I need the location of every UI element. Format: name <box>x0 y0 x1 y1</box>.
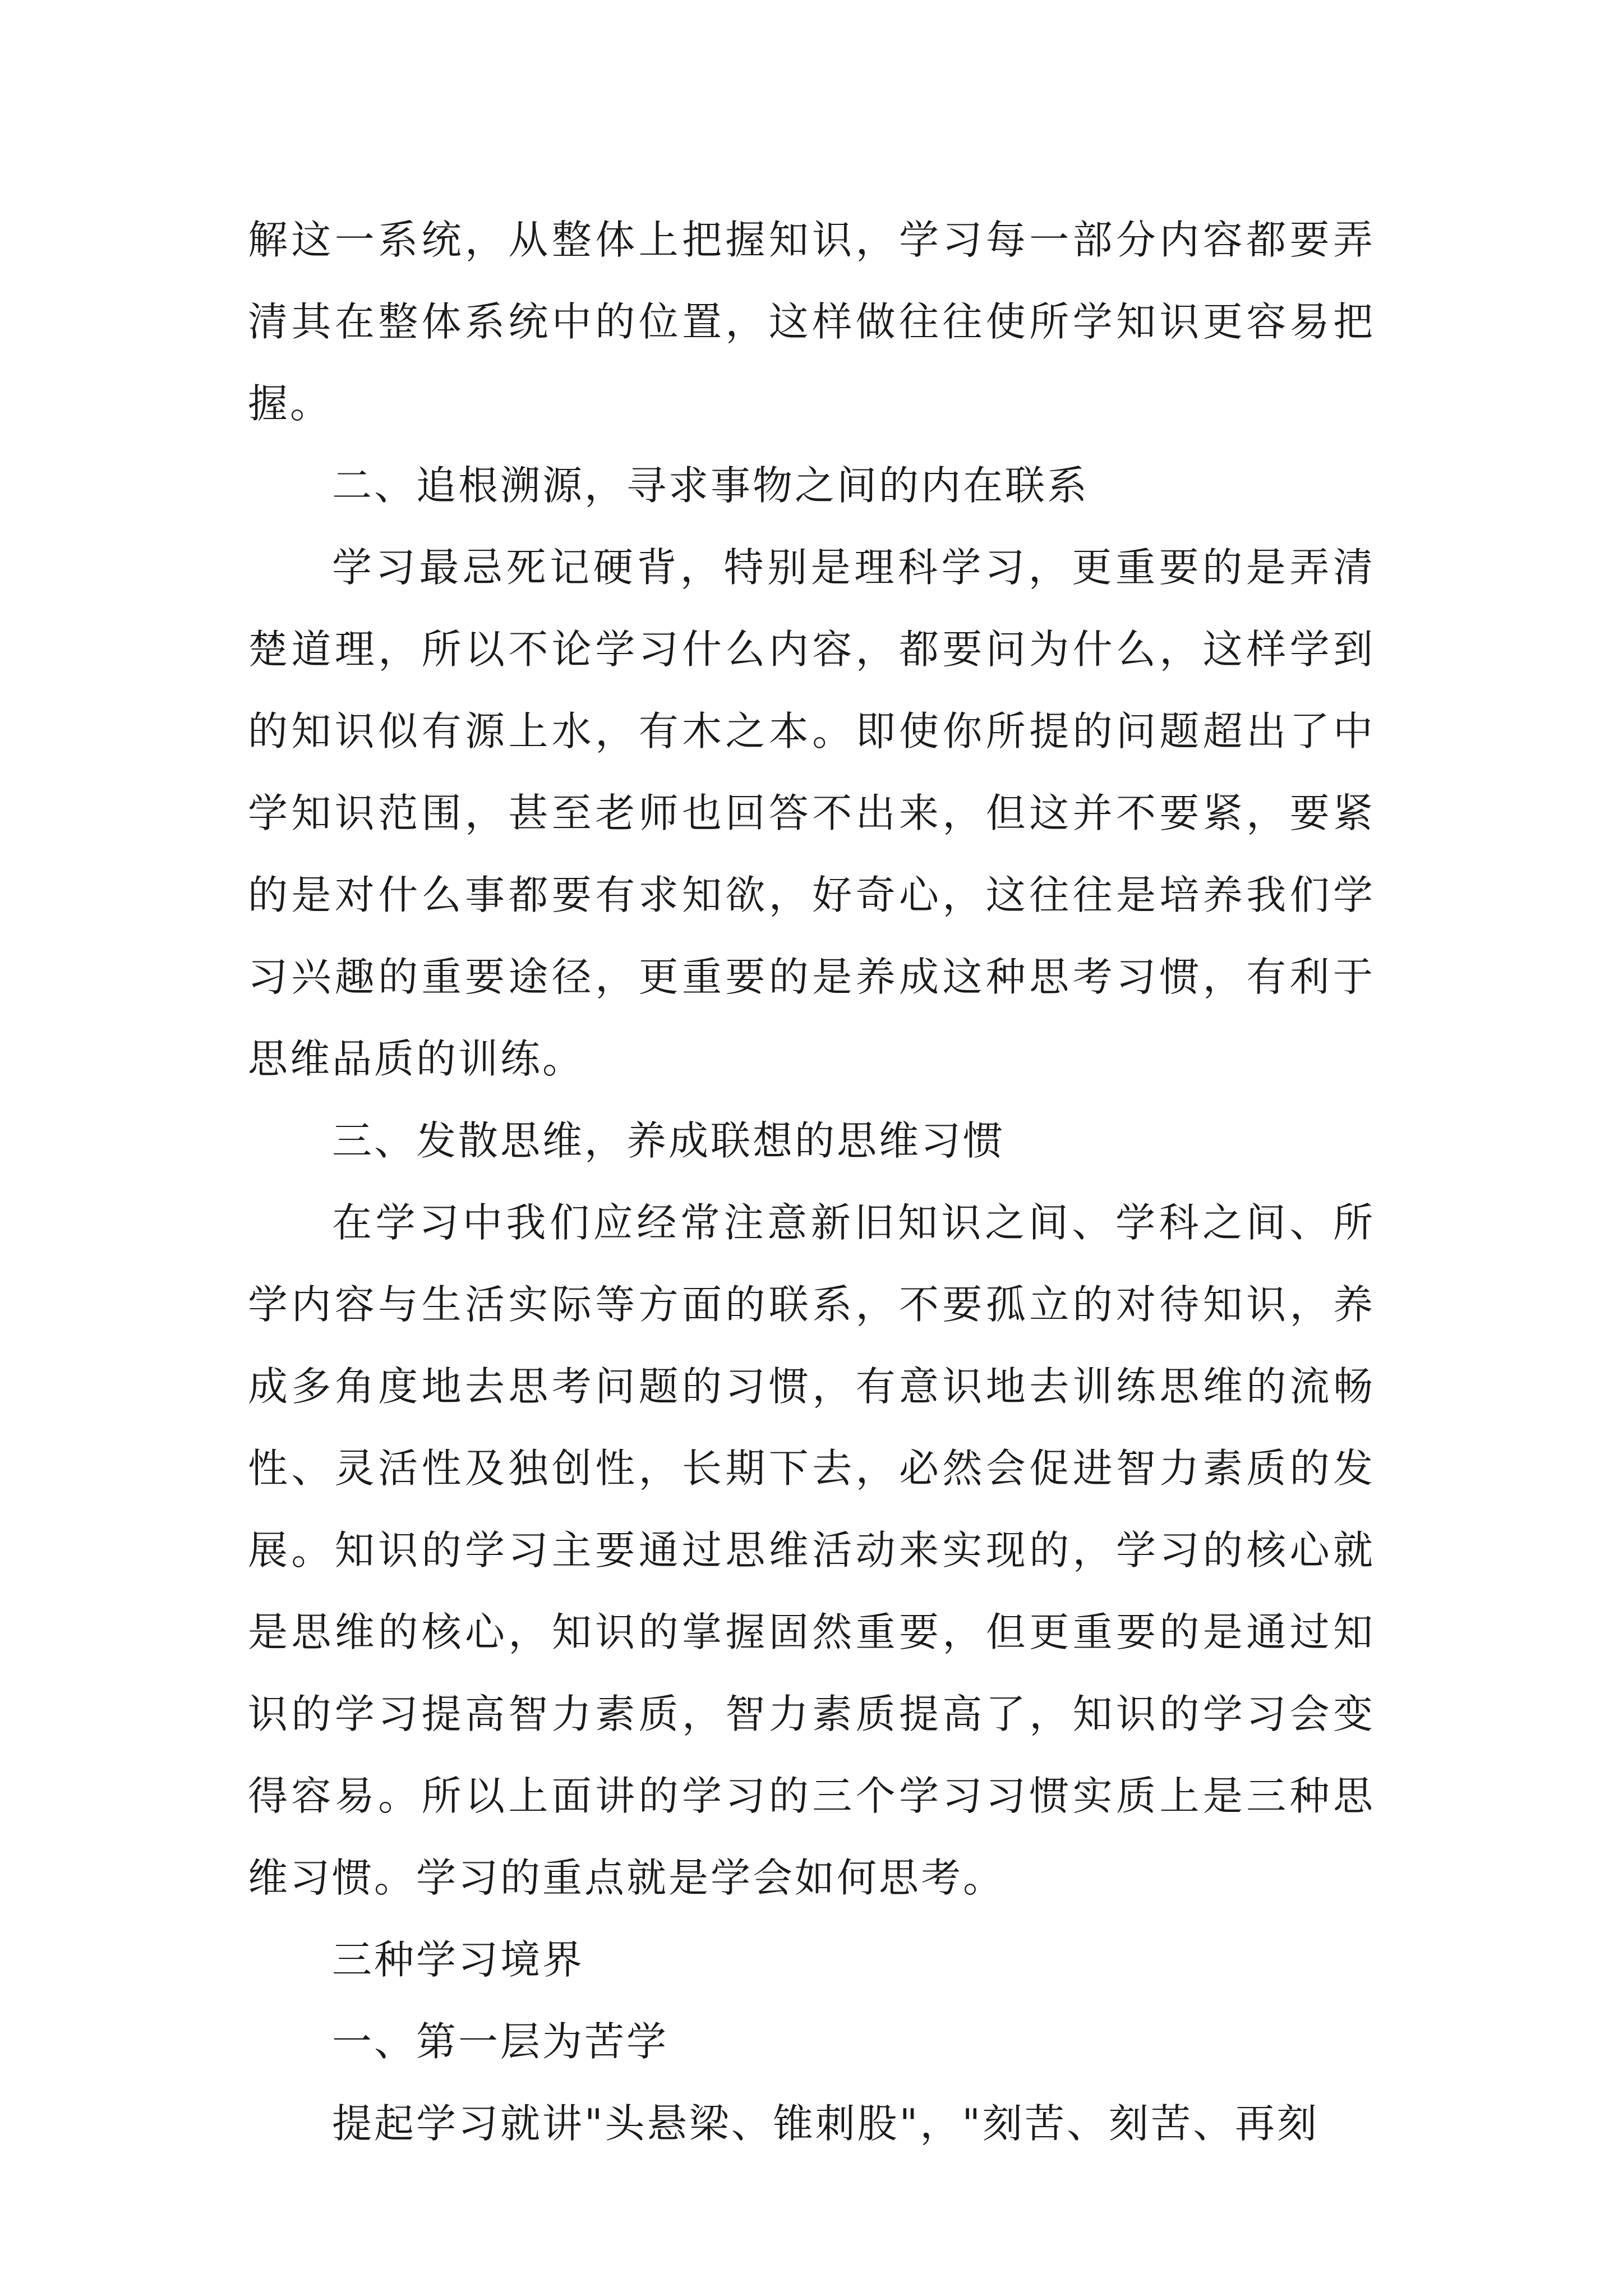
paragraph-realm-1: 提起学习就讲"头悬梁、锥刺股"，"刻苦、刻苦、再刻 <box>332 2100 1319 2147</box>
document-body <box>248 199 1375 2165</box>
section-heading-realm-1: 一、第一层为苦学 <box>332 2018 669 2065</box>
section-heading-3: 三、发散思维，养成联想的思维习惯 <box>332 1117 1006 1164</box>
paragraph-section-2: 学习最忌死记硬背，特别是理科学习，更重要的是弄清楚道理，所以不论学习什么内容，都要问为什么，这样学到的知识似有源上水，有木之本。即使你所提的问题超出了中学知识范围，甚至老师也回答不出来，但这并不要紧，要紧的是对什么事都要有求知欲，好奇心，这往往是培养我们学习兴趣的重要途径，更重要的是养成这种思考习惯，有利于思维品质的训练。 <box>248 544 1375 1082</box>
section-heading-2: 二、追根溯源，寻求事物之间的内在联系 <box>332 462 1090 509</box>
section-title-learning-realms: 三种学习境界 <box>332 1936 585 1983</box>
paragraph-section-3: 在学习中我们应经常注意新旧知识之间、学科之间、所学内容与生活实际等方面的联系，不要孤立的对待知识，养成多角度地去思考问题的习惯，有意识地去训练思维的流畅性、灵活性及独创性，长期下去，必然会促进智力素质的发展。知识的学习主要通过思维活动来实现的，学习的核心就是思维的核心，知识的掌握固然重要，但更重要的是通过知识的学习提高智力素质，智力素质提高了，知识的学习会变得容易。所以上面讲的学习的三个学习习惯实质上是三种思维习惯。学习的重点就是学会如何思考。 <box>248 1199 1375 1901</box>
paragraph-continuation: 解这一系统，从整体上把握知识，学习每一部分内容都要弄清其在整体系统中的位置，这样做往往使所学知识更容易把握。 <box>248 217 1375 427</box>
